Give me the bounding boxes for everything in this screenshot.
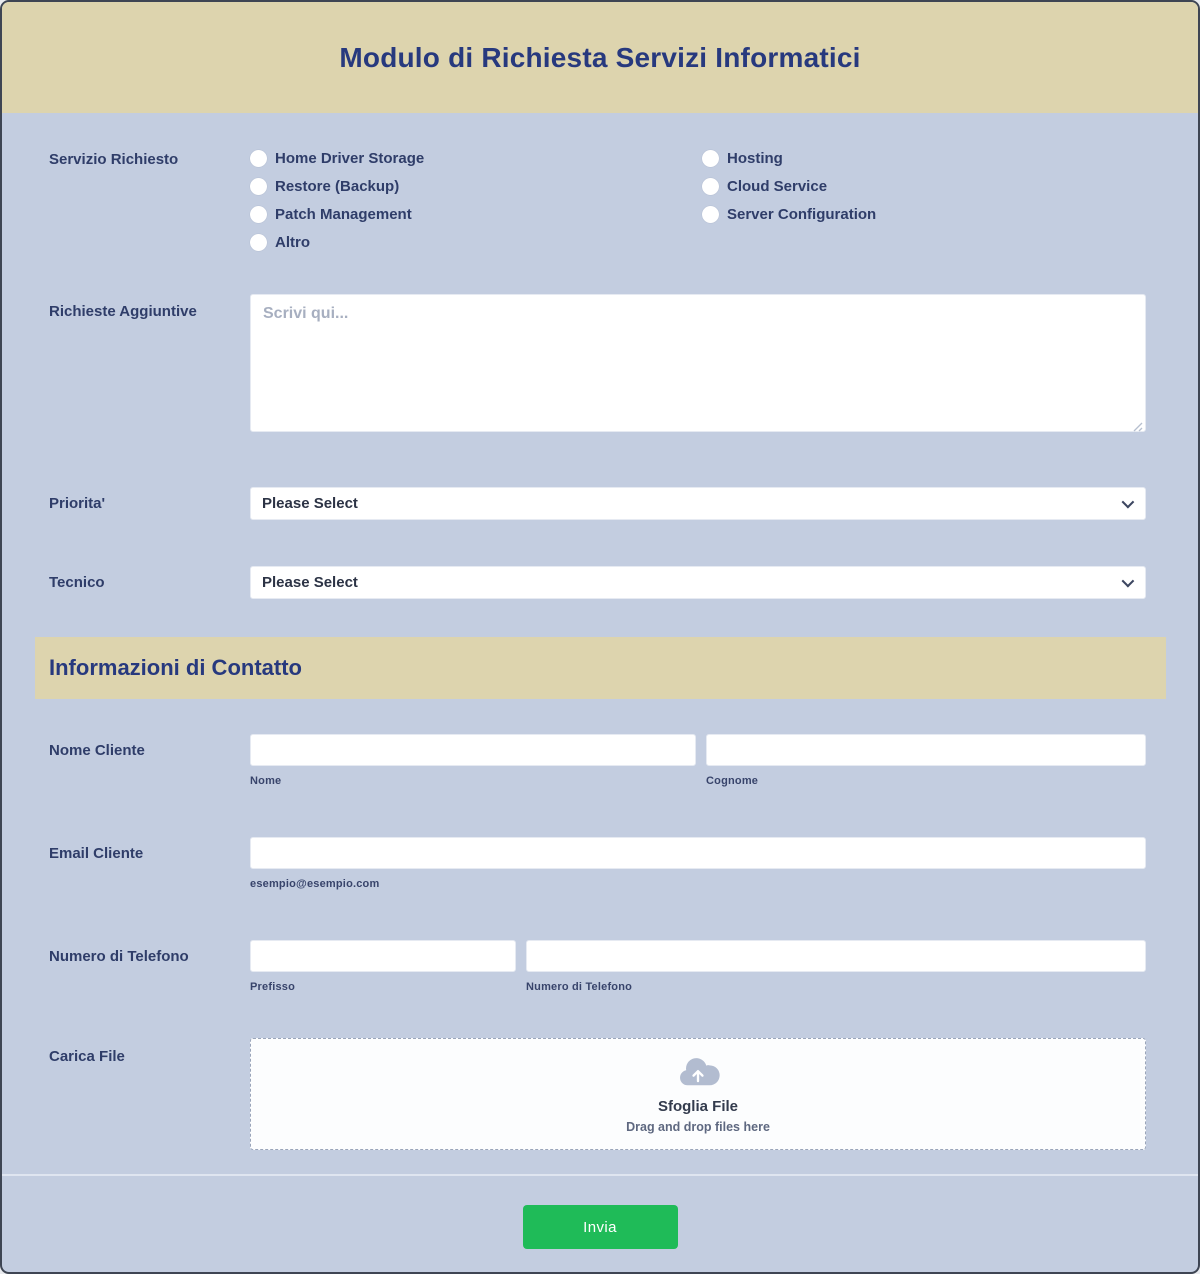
radio-group-servizio [250,150,1146,251]
phone-number-wrap [526,940,1146,993]
radio-option-label[interactable]: Altro [275,234,310,251]
browse-files-label[interactable]: Sfoglia File [657,1097,738,1115]
area-code-sublabel: Prefisso [250,981,296,993]
radio-column-right [702,150,1146,251]
field-email-cliente [49,837,1146,890]
technician-select[interactable] [250,566,1146,599]
radio-option-altro[interactable] [250,234,702,251]
additional-requests-textarea[interactable] [250,294,1146,432]
last-name-sublabel: Cognome [706,775,759,787]
field-label: Servizio Richiesto [49,151,179,168]
field-label: Numero di Telefono [49,948,189,965]
radio-column-left [250,150,702,251]
phone-number-sublabel: Numero di Telefono [526,981,633,993]
field-nome-cliente [49,734,1146,787]
first-name-sublabel: Nome [250,775,282,787]
radio-option-label[interactable]: Home Driver Storage [275,150,425,167]
first-name-input[interactable] [250,734,696,766]
priority-select-value: Please Select [262,495,358,512]
radio-option-home-driver-storage[interactable] [250,150,702,167]
radio-option-label[interactable]: Restore (Backup) [275,178,400,195]
chevron-down-icon [1122,496,1135,509]
field-carica-file [49,1038,1146,1150]
field-richieste-aggiuntive [49,294,1146,437]
contact-section-header [35,637,1166,699]
field-label: Tecnico [49,574,105,591]
area-code-wrap [250,940,516,993]
radio-option-cloud-service[interactable] [702,178,1146,195]
first-name-wrap [250,734,696,787]
field-label: Richieste Aggiuntive [49,303,197,320]
form-header [2,2,1198,113]
radio-option-label[interactable]: Server Configuration [727,206,877,223]
form-body [2,150,1198,1150]
file-upload-dropzone[interactable] [250,1038,1146,1150]
chevron-down-icon [1122,575,1135,588]
contact-section-title: Informazioni di Contatto [49,655,302,680]
email-sublabel: esempio@esempio.com [250,878,380,890]
field-numero-di-telefono [49,940,1146,993]
form-footer [2,1174,1198,1274]
phone-number-input[interactable] [526,940,1146,972]
radio-button-icon[interactable] [250,178,267,195]
radio-option-hosting[interactable] [702,150,1146,167]
radio-button-icon[interactable] [250,150,267,167]
priority-select[interactable] [250,487,1146,520]
field-label: Carica File [49,1048,125,1065]
radio-button-icon[interactable] [702,178,719,195]
field-label: Email Cliente [49,845,144,862]
radio-option-restore-backup[interactable] [250,178,702,195]
area-code-input[interactable] [250,940,516,972]
radio-button-icon[interactable] [250,206,267,223]
radio-option-label[interactable]: Hosting [727,150,783,167]
cloud-upload-icon [676,1055,720,1088]
field-servizio-richiesto [49,150,1146,251]
drag-drop-hint: Drag and drop files here [626,1119,770,1134]
field-priorita [49,487,1146,520]
submit-button[interactable]: Invia [523,1205,678,1249]
radio-button-icon[interactable] [702,206,719,223]
last-name-wrap [706,734,1146,787]
form-title: Modulo di Richiesta Servizi Informatici [339,41,861,73]
email-input[interactable] [250,837,1146,869]
technician-select-value: Please Select [262,574,358,591]
textarea-wrap [250,294,1146,437]
radio-button-icon[interactable] [250,234,267,251]
field-label: Priorita' [49,495,106,512]
field-tecnico [49,566,1146,599]
radio-option-label[interactable]: Patch Management [275,206,412,223]
field-label: Nome Cliente [49,742,145,759]
radio-option-label[interactable]: Cloud Service [727,178,828,195]
last-name-input[interactable] [706,734,1146,766]
radio-option-patch-management[interactable] [250,206,702,223]
resize-handle-icon[interactable] [1133,422,1143,432]
radio-button-icon[interactable] [702,150,719,167]
radio-option-server-configuration[interactable] [702,206,1146,223]
